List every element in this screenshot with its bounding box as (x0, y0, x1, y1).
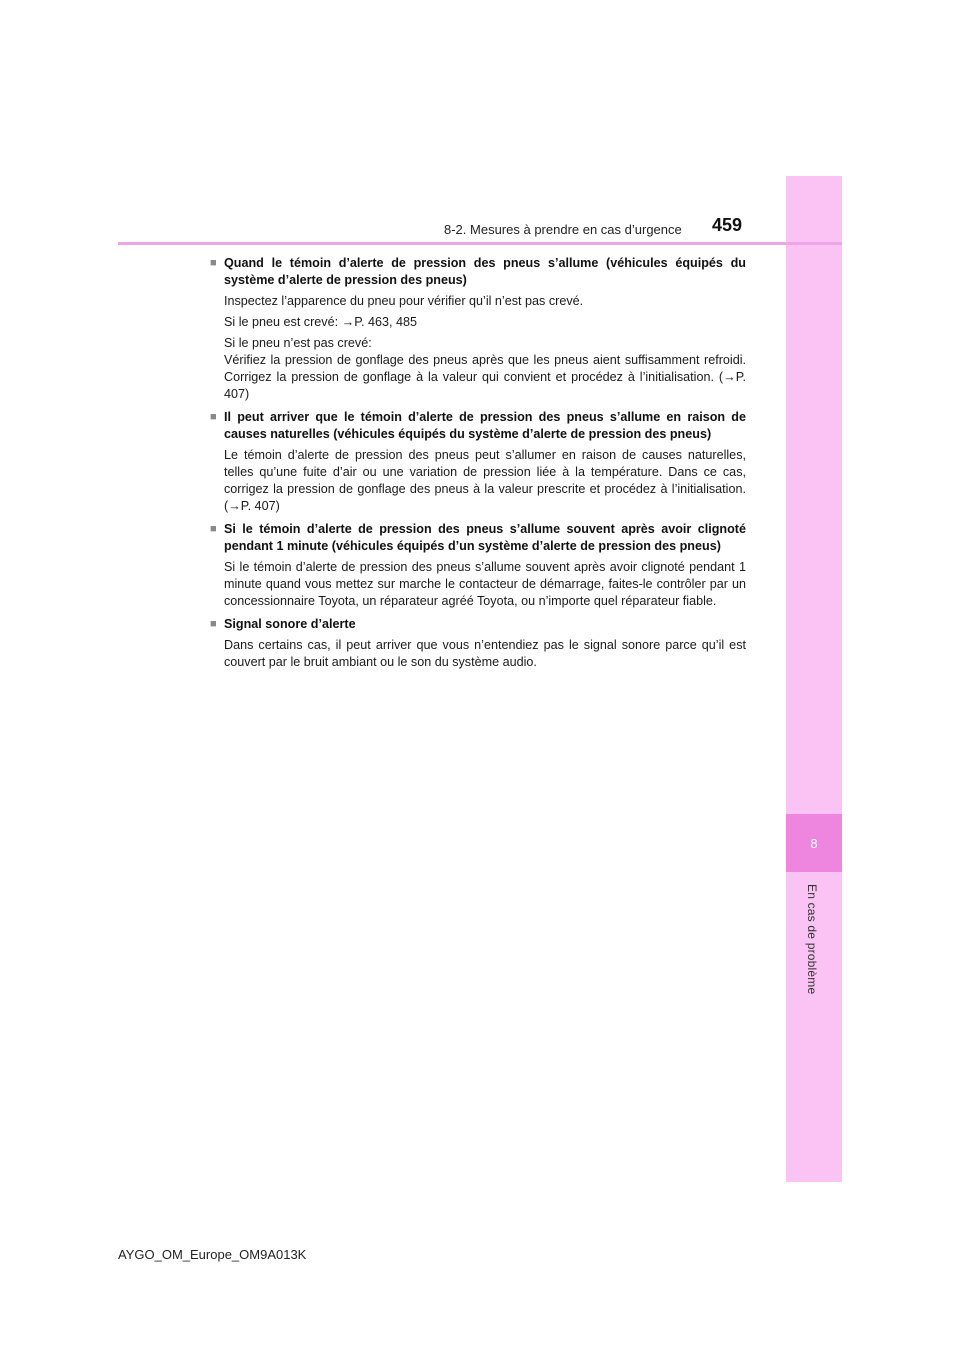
item-heading-text: Quand le témoin d’alerte de pression des pneus s’allume (véhicules équipés du système d’alerte de pression des pneus) (224, 256, 746, 287)
item-heading-text: Si le témoin d’alerte de pression des pneus s’allume souvent après avoir clignoté pendant 1 minute (véhicules équipés d’un système d’alerte de pression des pneus) (224, 522, 746, 553)
chapter-number-box (786, 814, 842, 872)
item-paragraph: Si le pneu n’est pas crevé: (224, 336, 372, 350)
item-heading-text: Il peut arriver que le témoin d’alerte de pression des pneus s’allume en raison de causes naturelles (véhicules équipés du système d’alerte de pression des pneus) (224, 410, 746, 441)
page-number: 459 (712, 215, 743, 235)
content-item (210, 521, 746, 610)
item-paragraph: Si le témoin d’alerte de pression des pneus s’allume souvent après avoir clignoté pendant 1 minute quand vous mettez sur marche le contacteur de démarrage, faites-le contrôler par un concessionnaire Toyota, un réparateur agréé Toyota, ou n’importe quel réparateur fiable. (224, 560, 746, 608)
item-paragraph: Si le pneu est crevé: →P. 463, 485 (224, 315, 417, 329)
content-item (210, 409, 746, 515)
page-content (210, 255, 746, 677)
item-paragraph: Dans certains cas, il peut arriver que vous n’entendiez pas le signal sonore parce qu’il est couvert par le bruit ambiant ou le son du système audio. (224, 638, 746, 669)
header-divider (118, 242, 842, 245)
content-item (210, 255, 746, 403)
item-heading (210, 409, 746, 443)
item-heading (210, 616, 746, 633)
item-paragraph: Vérifiez la pression de gonflage des pneus après que les pneus aient suffisamment refroidi. Corrigez la pression de gonflage à la valeur qui convient et procédez à l’initialisation. (→P. 407) (224, 353, 746, 401)
side-tab (786, 176, 842, 1182)
square-bullet-icon: ■ (210, 411, 217, 423)
square-bullet-icon: ■ (210, 618, 217, 630)
item-heading-text: Signal sonore d’alerte (224, 617, 356, 631)
item-heading (210, 255, 746, 289)
content-item (210, 616, 746, 671)
item-paragraph: Inspectez l’apparence du pneu pour vérifier qu’il n’est pas crevé. (224, 294, 584, 308)
section-title: 8-2. Mesures à prendre en cas d’urgence (444, 222, 682, 237)
chapter-title: En cas de problème (805, 884, 819, 995)
document-code: AYGO_OM_Europe_OM9A013K (118, 1247, 307, 1262)
item-heading (210, 521, 746, 555)
item-paragraph: Le témoin d’alerte de pression des pneus peut s’allumer en raison de causes naturelles, telles qu’une fuite d’air ou une variation de pression liée à la température. Dans ce cas, corrigez la pression de gonflage des pneus à la valeur prescrite et procédez à l’initialisation. (→P. 407) (224, 448, 746, 513)
square-bullet-icon: ■ (210, 257, 217, 269)
square-bullet-icon: ■ (210, 523, 217, 535)
chapter-number: 8 (810, 835, 818, 851)
